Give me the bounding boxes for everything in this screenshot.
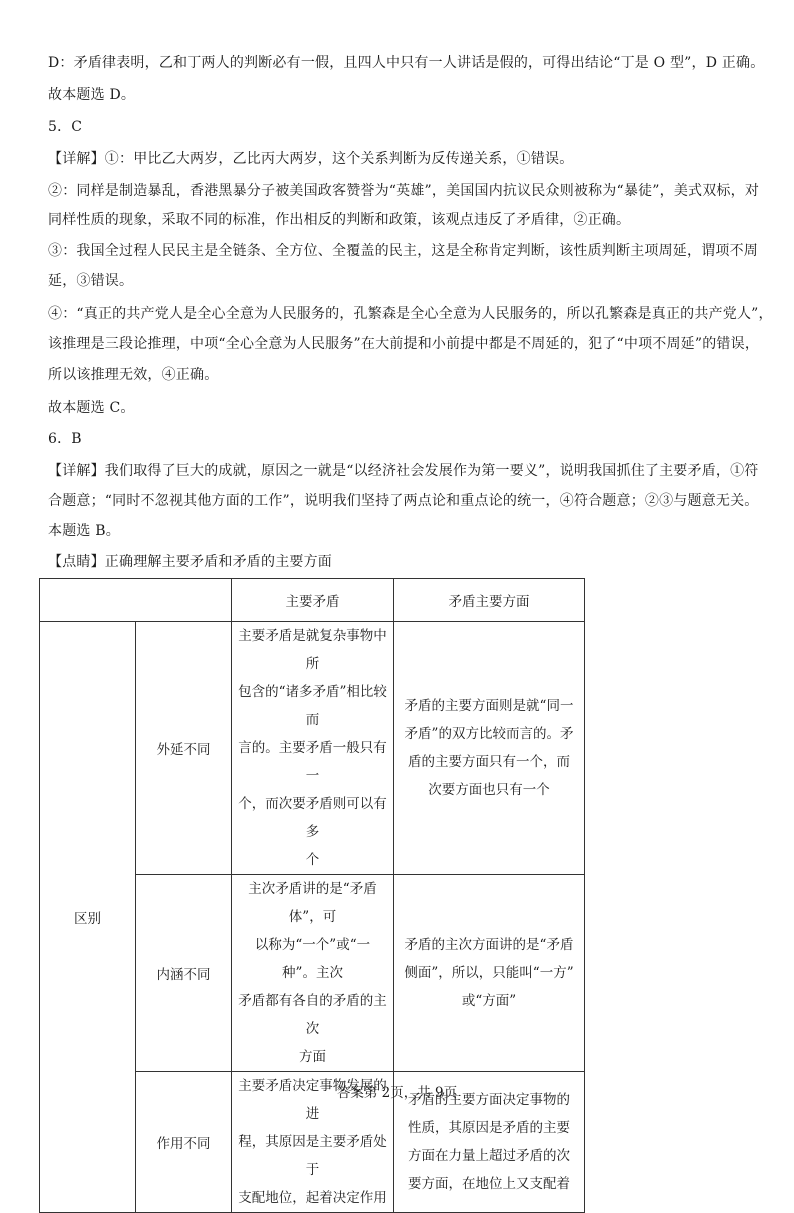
question-number: 6．B — [48, 431, 82, 447]
answer-text-line: 故本题选 C。 — [48, 400, 135, 416]
answer-text-line: 该推理是三段论推理，中项“全心全意为人民服务”在大前提和小前提中都是不周延的，犯了“中项不周延”的错误， — [48, 336, 760, 352]
table-cell — [394, 622, 585, 875]
cell-line: 性质，其原因是矛盾的主要 — [408, 1120, 570, 1136]
cell-line: 矛盾的主要方面则是就“同一 — [404, 698, 574, 714]
answer-text-line: 【详解】①：甲比乙大两岁，乙比丙大两岁，这个关系判断为反传递关系，①错误。 — [48, 151, 574, 167]
table-header-empty — [40, 579, 232, 622]
answer-text-line: D：矛盾律表明，乙和丁两人的判断必有一假，且四人中只有一人讲话是假的，可得出结论“丁是 O 型”，D 正确。 — [48, 55, 765, 71]
table-cell — [232, 875, 394, 1072]
table-row-label: 作用不同 — [136, 1072, 232, 1213]
table-row-label: 外延不同 — [136, 622, 232, 875]
answer-text-line: ③：我国全过程人民民主是全链条、全方位、全覆盖的民主，这是全称肯定判断，该性质判断主项周延，谓项不周 — [48, 243, 758, 259]
cell-line: 次要方面也只有一个 — [428, 782, 550, 798]
cell-line: 矛盾的主要方面决定事物的 — [408, 1092, 570, 1108]
answer-text-line: 同样性质的现象，采取不同的标准，作出相反的判断和政策，该观点违反了矛盾律，②正确。 — [48, 212, 631, 228]
cell-line: 方面在力量上超过矛盾的次 — [408, 1148, 570, 1164]
cell-line: 矛盾”的双方比较而言的。矛 — [404, 726, 574, 742]
cell-line: 包含的“诸多矛盾”相比较而 — [238, 684, 387, 728]
cell-line: 支配地位，起着决定作用 — [238, 1190, 387, 1206]
answer-text-line: 故本题选 D。 — [48, 87, 136, 103]
page-footer: 答案第 2页，共 9页 — [336, 1085, 458, 1101]
answer-text-line: 合题意；“同时不忽视其他方面的工作”，说明我们坚持了两点论和重点论的统一，④符合题意；②③与题意无关。 — [48, 493, 759, 509]
comparison-table — [39, 578, 585, 1213]
table-group-label: 区别 — [40, 622, 136, 1213]
table-header-main-aspect: 矛盾主要方面 — [394, 579, 585, 622]
cell-line: 主要矛盾是就复杂事物中所 — [238, 628, 387, 672]
cell-line: 侧面”，所以，只能叫“一方” — [404, 965, 574, 981]
answer-text-line: 本题选 B。 — [48, 523, 120, 539]
table-row-label: 内涵不同 — [136, 875, 232, 1072]
cell-line: 个 — [305, 852, 320, 868]
answer-text-line: ②：同样是制造暴乱，香港黑暴分子被美国政客赞誉为“英雄”，美国国内抗议民众则被称为“暴徒”，美式双标，对 — [48, 183, 760, 199]
cell-line: 盾的主要方面只有一个，而 — [408, 754, 570, 770]
table-cell — [394, 875, 585, 1072]
answer-text-line: 所以该推理无效，④正确。 — [48, 367, 219, 383]
answer-text-line: 【详解】我们取得了巨大的成就，原因之一就是“以经济社会发展作为第一要义”，说明我国抓住了主要矛盾，①符 — [48, 463, 759, 479]
question-number: 5．C — [48, 119, 83, 135]
table-caption: 【点睛】正确理解主要矛盾和矛盾的主要方面 — [48, 554, 332, 570]
cell-line: 言的。主要矛盾一般只有一 — [238, 740, 387, 784]
answer-text-line: 延，③错误。 — [48, 273, 134, 289]
cell-line: 以称为“一个”或“一种”。主次 — [254, 937, 371, 981]
cell-line: 矛盾都有各自的矛盾的主次 — [238, 993, 387, 1037]
cell-line: 主次矛盾讲的是“矛盾体”，可 — [248, 881, 377, 925]
table-header-main-contradiction: 主要矛盾 — [232, 579, 394, 622]
table-header-row — [40, 579, 585, 622]
cell-line: 方面 — [299, 1049, 326, 1065]
cell-line: 个，而次要矛盾则可以有多 — [238, 796, 387, 840]
cell-line: 主要矛盾决定事物发展的进 — [238, 1078, 387, 1122]
table-row — [40, 622, 585, 875]
cell-line: 或“方面” — [461, 993, 517, 1009]
answer-text-line: ④：“真正的共产党人是全心全意为人民服务的，孔繁森是全心全意为人民服务的，所以孔繁森是真正的共产党人”， — [48, 306, 773, 322]
table-cell — [232, 622, 394, 875]
cell-line: 程，其原因是主要矛盾处于 — [238, 1134, 387, 1178]
cell-line: 矛盾的主次方面讲的是“矛盾 — [404, 937, 574, 953]
cell-line: 要方面，在地位上又支配着 — [408, 1176, 570, 1192]
